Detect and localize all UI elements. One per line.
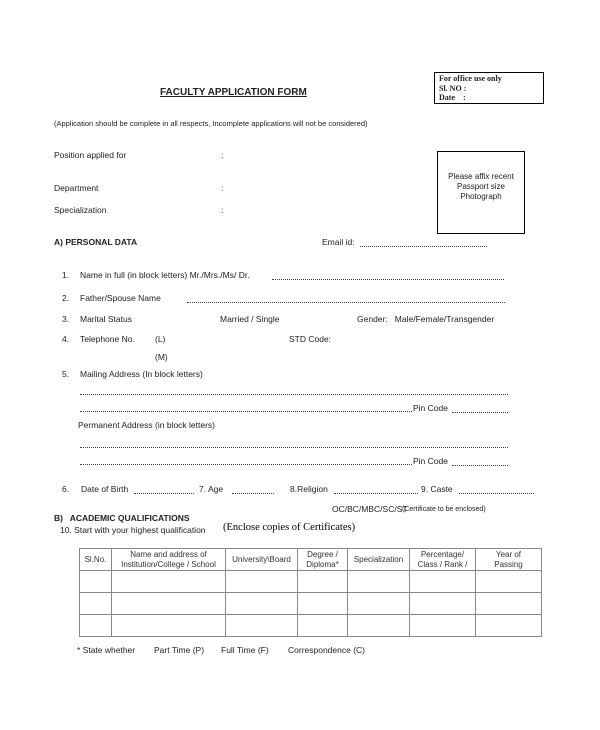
table-cell[interactable] bbox=[348, 615, 410, 637]
photo-text: Please affix recent bbox=[448, 172, 514, 181]
table-row bbox=[80, 593, 542, 615]
caste-options: OC/BC/MBC/SC/ST bbox=[332, 504, 408, 514]
item-number: 4. bbox=[62, 334, 70, 344]
permanent-address-line[interactable] bbox=[80, 456, 412, 465]
header-specialization: Specialization bbox=[348, 549, 410, 571]
table-row bbox=[80, 571, 542, 593]
photo-box bbox=[437, 151, 525, 234]
caste-label: 9. Caste bbox=[421, 484, 453, 494]
landline-label: (L) bbox=[155, 334, 166, 344]
instruction-text: (Application should be complete in all respects, Incomplete applications will not be considered) bbox=[54, 119, 368, 128]
office-use-label: For office use only bbox=[439, 74, 502, 83]
telephone-label: Telephone No. bbox=[80, 334, 135, 344]
table-cell[interactable] bbox=[298, 593, 348, 615]
email-label: Email id: bbox=[322, 237, 355, 247]
pin-code-label: Pin Code bbox=[413, 403, 448, 413]
name-label: Name in full (in block letters) Mr./Mrs./Ms/ Dr. bbox=[80, 270, 250, 280]
department-colon: : bbox=[221, 183, 224, 193]
item-number: 6. bbox=[62, 484, 70, 494]
table-cell[interactable] bbox=[226, 571, 298, 593]
full-time-option: Full Time (F) bbox=[221, 645, 269, 655]
marital-options[interactable]: Married / Single bbox=[220, 314, 280, 324]
mobile-label: (M) bbox=[155, 352, 168, 362]
part-time-option: Part Time (P) bbox=[154, 645, 205, 655]
religion-field[interactable] bbox=[334, 485, 418, 494]
std-code-label: STD Code: bbox=[289, 334, 332, 344]
section-a-heading: A) PERSONAL DATA bbox=[54, 237, 138, 247]
permanent-label: Permanent Address (in block letters) bbox=[78, 420, 216, 430]
father-label: Father/Spouse Name bbox=[80, 293, 161, 303]
mailing-address-line[interactable] bbox=[80, 403, 412, 412]
item-number: 5. bbox=[62, 369, 70, 379]
mailing-address-line[interactable] bbox=[80, 386, 508, 395]
table-cell[interactable] bbox=[80, 571, 112, 593]
permanent-pin-field[interactable] bbox=[452, 457, 508, 466]
serial-no-label: Sl. NO : bbox=[439, 83, 467, 93]
date-label: Date : bbox=[439, 93, 466, 102]
header-sl-no: Sl.No. bbox=[80, 549, 112, 571]
item-number: 2. bbox=[62, 293, 70, 303]
table-cell[interactable] bbox=[476, 571, 542, 593]
table-header-row bbox=[80, 549, 542, 571]
enclose-note: (Enclose copies of Certificates) bbox=[223, 522, 356, 533]
table-cell[interactable] bbox=[226, 593, 298, 615]
qualification-instruction: 10. Start with your highest qualification bbox=[60, 525, 206, 535]
correspondence-option: Correspondence (C) bbox=[288, 645, 366, 655]
header-year: Year of Passing bbox=[476, 549, 542, 571]
age-field[interactable] bbox=[232, 485, 274, 494]
item-number: 1. bbox=[62, 270, 70, 280]
table-cell[interactable] bbox=[112, 571, 226, 593]
table-cell[interactable] bbox=[410, 593, 476, 615]
father-field[interactable] bbox=[187, 294, 505, 303]
item-number: 3. bbox=[62, 314, 70, 324]
dob-label: Date of Birth bbox=[81, 484, 129, 494]
mailing-pin-field[interactable] bbox=[452, 404, 508, 413]
table-cell[interactable] bbox=[112, 593, 226, 615]
header-degree: Degree / Diploma* bbox=[298, 549, 348, 571]
table-cell[interactable] bbox=[80, 615, 112, 637]
mailing-label: Mailing Address (In block letters) bbox=[80, 369, 203, 379]
table-cell[interactable] bbox=[112, 615, 226, 637]
name-field[interactable] bbox=[272, 271, 504, 280]
specialization-colon: : bbox=[221, 205, 224, 215]
header-institution: Name and address of Institution/College / School bbox=[112, 549, 226, 571]
permanent-address-line[interactable] bbox=[80, 439, 508, 448]
table-cell[interactable] bbox=[410, 615, 476, 637]
marital-label: Marital Status bbox=[80, 314, 132, 324]
email-field[interactable] bbox=[360, 238, 487, 247]
table-cell[interactable] bbox=[298, 615, 348, 637]
pin-code-label: Pin Code bbox=[413, 456, 448, 466]
page-title: FACULTY APPLICATION FORM bbox=[160, 87, 307, 98]
caste-field[interactable] bbox=[459, 485, 534, 494]
photo-text: Photograph bbox=[460, 192, 502, 201]
section-b-heading: B) ACADEMIC QUALIFICATIONS bbox=[54, 513, 190, 523]
specialization-label: Specialization bbox=[54, 205, 107, 215]
table-cell[interactable] bbox=[298, 571, 348, 593]
office-use-box bbox=[434, 72, 544, 104]
caste-note: (Certificate to be enclosed) bbox=[402, 506, 486, 513]
table-cell[interactable] bbox=[348, 571, 410, 593]
table-cell[interactable] bbox=[226, 615, 298, 637]
qualifications-table bbox=[79, 548, 542, 637]
age-label: 7. Age bbox=[199, 484, 224, 494]
photo-text: Passport size bbox=[456, 182, 506, 191]
footnote-label: * State whether bbox=[77, 645, 136, 655]
department-label: Department bbox=[54, 183, 99, 193]
gender-options[interactable]: Gender: Male/Female/Transgender bbox=[357, 314, 495, 324]
table-cell[interactable] bbox=[476, 593, 542, 615]
dob-field[interactable] bbox=[134, 485, 194, 494]
header-percentage: Percentage/ Class / Rank / bbox=[410, 549, 476, 571]
position-colon: : bbox=[221, 150, 224, 160]
table-cell[interactable] bbox=[476, 615, 542, 637]
position-label: Position applied for bbox=[54, 150, 127, 160]
table-cell[interactable] bbox=[80, 593, 112, 615]
table-cell[interactable] bbox=[348, 593, 410, 615]
table-cell[interactable] bbox=[410, 571, 476, 593]
religion-label: 8.Religion bbox=[290, 484, 328, 494]
header-university: University\Board bbox=[226, 549, 298, 571]
table-row bbox=[80, 615, 542, 637]
